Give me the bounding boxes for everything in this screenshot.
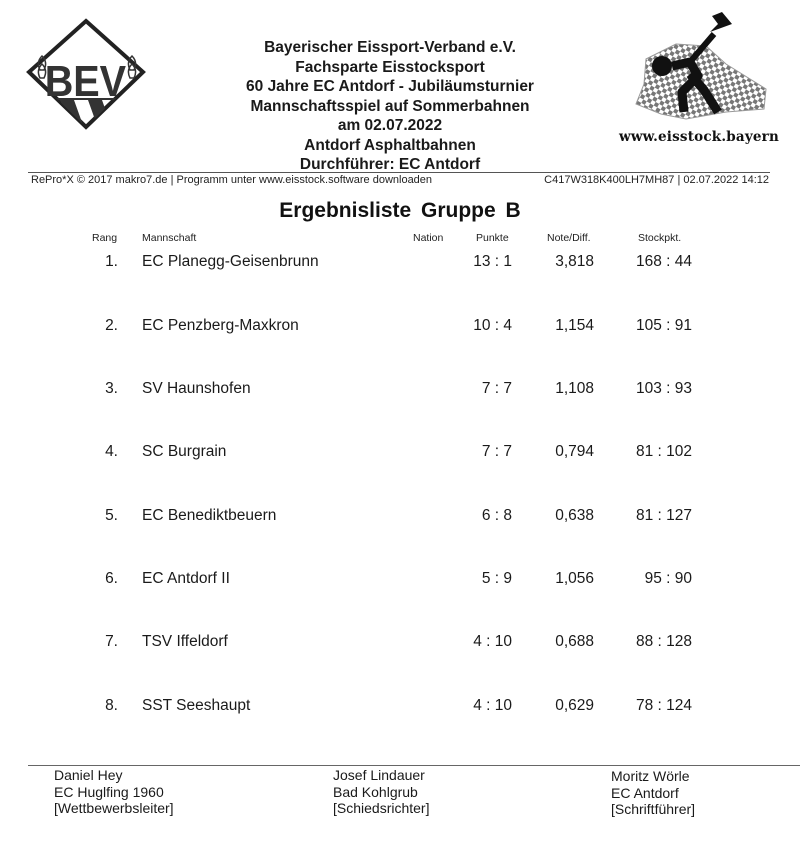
rank: 5. — [105, 507, 118, 524]
signature-club: EC Antdorf — [611, 784, 679, 801]
note-diff: 1,154 — [555, 317, 594, 334]
column-header-note-diff: Note/Diff. — [547, 232, 591, 244]
bev-logo — [26, 18, 146, 130]
document-title-block — [190, 38, 590, 175]
signature-role: [Schiedsrichter] — [333, 800, 430, 816]
rank: 3. — [105, 380, 118, 397]
rank: 6. — [105, 570, 118, 587]
rank: 2. — [105, 317, 118, 334]
table-row — [0, 633, 800, 655]
signature-role: [Schriftführer] — [611, 801, 696, 817]
team-name: EC Planegg-Geisenbrunn — [142, 253, 319, 270]
note-diff: 1,108 — [555, 380, 594, 397]
table-row — [0, 443, 800, 465]
document-code-timestamp: C417W318K400LH7MH87 | 02.07.2022 14:12 — [544, 174, 769, 186]
signature-name: Moritz Wörle — [611, 768, 690, 784]
note-diff: 0,629 — [555, 697, 594, 714]
title-line-organizer: Durchführer: EC Antdorf — [299, 156, 481, 173]
logo-url-text: www.eisstock.bayern — [619, 129, 779, 145]
stock-points: 88 : 128 — [635, 633, 692, 650]
eisstock-bayern-logo — [606, 4, 786, 152]
title-line-date: am 02.07.2022 — [337, 117, 443, 134]
stock-points: 81 : 102 — [635, 443, 692, 460]
title-line-venue: Antdorf Asphaltbahnen — [304, 136, 476, 154]
signature-secretary — [611, 768, 695, 818]
note-diff: 3,818 — [555, 253, 594, 270]
note-diff: 0,688 — [555, 633, 594, 650]
column-header-rang: Rang — [92, 232, 118, 244]
rank: 8. — [105, 697, 118, 714]
rank: 7. — [105, 633, 118, 650]
stock-points: 78 : 124 — [635, 697, 692, 714]
title-line-event: 60 Jahre EC Antdorf - Jubiläumsturnier — [246, 78, 534, 95]
points: 5 : 9 — [481, 570, 512, 587]
signature-competition-director — [54, 767, 174, 817]
svg-text:BEV: BEV — [44, 56, 127, 106]
team-name: SC Burgrain — [142, 443, 227, 460]
title-line-association: Bayerischer Eissport-Verband e.V. — [264, 39, 516, 56]
team-name: SST Seeshaupt — [142, 697, 251, 714]
table-row — [0, 380, 800, 402]
stock-points: 81 : 127 — [635, 507, 692, 524]
column-header-stockpunkte: Stockpkt. — [638, 232, 682, 244]
points: 4 : 10 — [473, 633, 512, 650]
footer-divider — [28, 765, 800, 766]
team-name: EC Antdorf II — [142, 570, 230, 587]
note-diff: 0,638 — [555, 507, 594, 524]
title-line-division: Fachsparte Eisstocksport — [295, 58, 485, 76]
points: 10 : 4 — [473, 317, 512, 334]
rank: 4. — [105, 443, 118, 460]
team-name: TSV Iffeldorf — [142, 633, 228, 650]
header-divider — [28, 172, 770, 173]
table-row — [0, 253, 800, 275]
table-row — [0, 697, 800, 719]
table-row — [0, 317, 800, 339]
points: 6 : 8 — [481, 507, 512, 524]
signature-club: Bad Kohlgrub — [333, 783, 418, 800]
stock-points: 95 : 90 — [644, 570, 692, 587]
signature-role: [Wettbewerbsleiter] — [54, 800, 174, 816]
title-line-competition: Mannschaftsspiel auf Sommerbahnen — [250, 97, 530, 115]
points: 4 : 10 — [473, 697, 512, 714]
software-credit: RePro*X © 2017 makro7.de | Programm unter www.eisstock.software downloaden — [31, 174, 433, 186]
note-diff: 0,794 — [555, 443, 594, 460]
stock-points: 103 : 93 — [635, 380, 692, 397]
rank: 1. — [105, 253, 118, 270]
table-row — [0, 570, 800, 592]
signature-club: EC Huglfing 1960 — [54, 783, 164, 800]
column-header-punkte: Punkte — [476, 232, 509, 244]
points: 7 : 7 — [481, 380, 512, 397]
note-diff: 1,056 — [555, 570, 594, 587]
team-name: SV Haunshofen — [142, 380, 251, 397]
signature-name: Daniel Hey — [54, 767, 123, 783]
team-name: EC Penzberg-Maxkron — [142, 317, 299, 334]
team-name: EC Benediktbeuern — [142, 507, 277, 524]
stock-points: 105 : 91 — [635, 317, 692, 334]
points: 7 : 7 — [481, 443, 512, 460]
table-row — [0, 507, 800, 529]
signature-referee — [333, 767, 429, 817]
results-list-title: Ergebnisliste Gruppe B — [279, 199, 521, 222]
column-header-nation: Nation — [413, 232, 444, 244]
column-header-mannschaft: Mannschaft — [142, 232, 197, 244]
signature-name: Josef Lindauer — [333, 767, 425, 783]
points: 13 : 1 — [473, 253, 512, 270]
stock-points: 168 : 44 — [635, 253, 692, 270]
